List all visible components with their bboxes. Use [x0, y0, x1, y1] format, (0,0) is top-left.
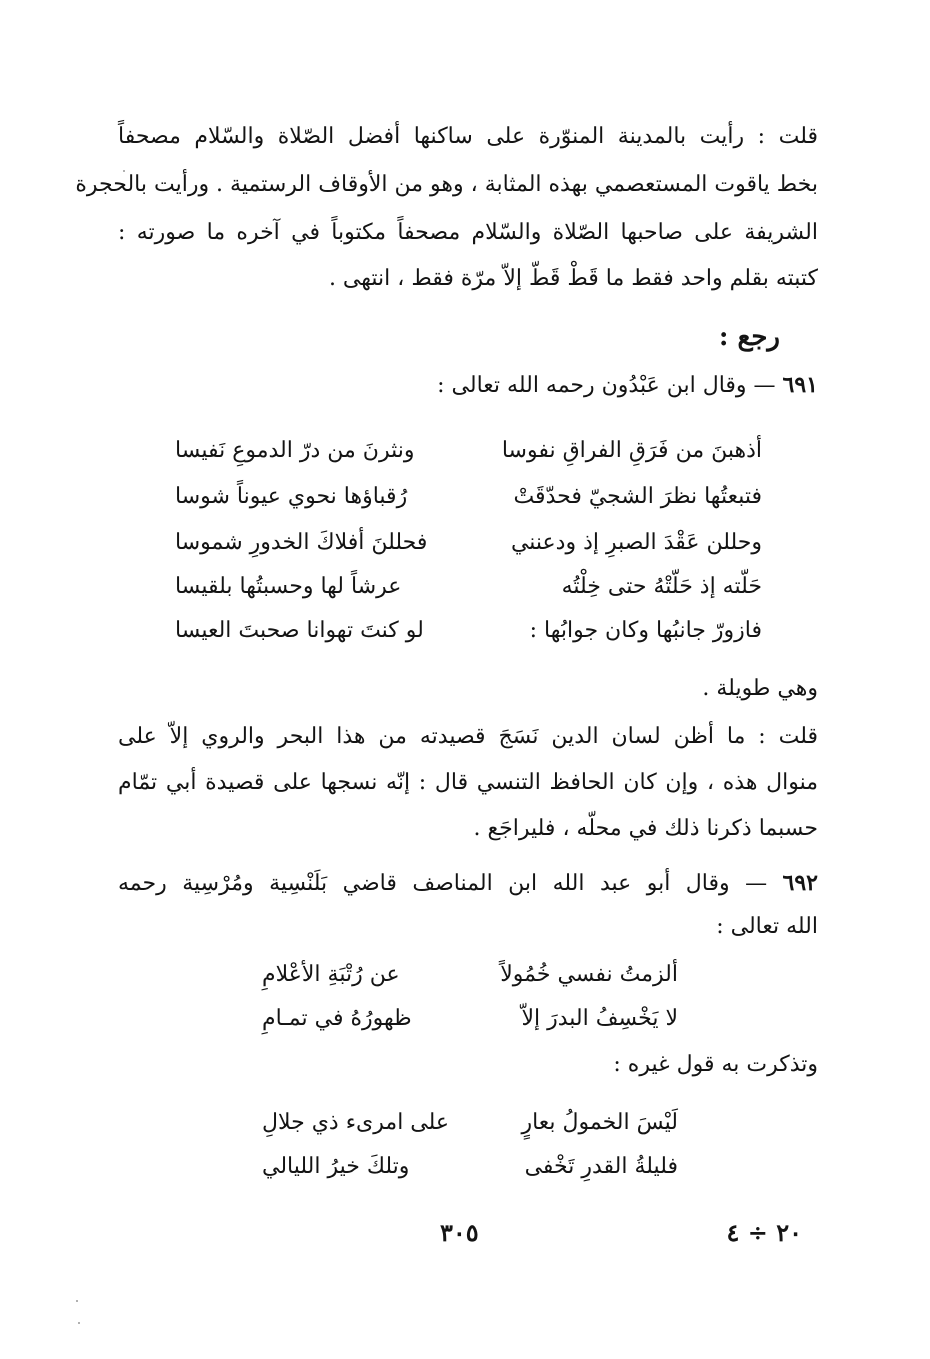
scan-speck	[76, 1300, 78, 1302]
entry-text: — وقال ابن عَبْدُون رحمه الله تعالى :	[437, 373, 776, 398]
signature-mark: ٢٠ ÷ ٤	[726, 1218, 802, 1247]
intro-line-1: قلت : رأيت بالمدينة المنوّرة على ساكنها أفضل الصّلاة والسّلام مصحفاً	[118, 124, 818, 149]
verse-3-right: وحللن عَقْدَ الصبرِ إذ ودعنني	[510, 530, 762, 555]
entry-number: ٦٩٢	[782, 870, 818, 896]
verse-2-right: فتبعتُها نظرَ الشجيّ فحدّقَتْ	[513, 484, 762, 509]
intro-line-4: كتبته بقلم واحد فقط ما قَطْ قَطّ إلاّ مرّة فقط ، انتهى .	[328, 266, 818, 291]
entry-692-line-2: الله تعالى :	[716, 914, 818, 939]
verse-6-right: ألزمتُ نفسي خُمُولاً	[500, 962, 678, 987]
verse-1-left: ونثرنَ من درّ الدموعِ نَفيسا	[175, 438, 415, 463]
verse-8-left: على امرىء ذي جلالِ	[262, 1110, 450, 1135]
verse-6-left: عن رُتْبَةِ الأعْلامِ	[262, 962, 400, 987]
scan-speck	[123, 170, 125, 172]
verse-8-right: لَيْسَ الخمولُ بعارٍ	[521, 1110, 678, 1135]
entry-text: — وقال أبو عبد الله ابن المناصف قاضي بَلَنْسِية ومُرْسِية رحمه	[118, 871, 768, 896]
verse-1-right: أذهبنَ من فَرَقِ الفراقِ نفوسا	[501, 438, 762, 463]
verse-3-left: فحللنَ أفلاكَ الخدورِ شموسا	[175, 530, 428, 555]
comment-line-3: حسبما ذكرنا ذلك في محلّه ، فليراجَع .	[473, 816, 818, 841]
entry-691-intro	[118, 372, 818, 399]
verse-7-left: ظهورُهُ في تمـامِ	[262, 1006, 412, 1031]
verse-9-right: فليلةُ القدرِ تَخْفى	[524, 1154, 678, 1179]
verse-5-left: لو كنتَ تهوانا صحبتَ العيسا	[175, 618, 424, 643]
entry-number: ٦٩١	[782, 372, 818, 398]
intro-line-3: الشريفة على صاحبها الصّلاة والسّلام مصحفاً مكتوباً في آخره ما صورته :	[118, 220, 818, 245]
verse-2-left: رُقباؤها نحوي عيوناً شوسا	[175, 484, 408, 509]
section-heading: رجع :	[718, 322, 780, 352]
page-number: ٣٠٥	[440, 1218, 479, 1247]
entry-691-after: وهي طويلة .	[702, 676, 818, 701]
entry-692-after: وتذكرت به قول غيره :	[613, 1052, 818, 1077]
scan-speck	[78, 1322, 80, 1324]
verse-9-left: وتلكَ خيرُ الليالي	[262, 1154, 410, 1179]
comment-line-1: قلت : ما أظن لسان الدين نَسَجَ قصيدته من هذا البحر والروي إلاّ على	[118, 724, 818, 749]
verse-5-right: فازورّ جانبُها وكان جوابُها :	[529, 618, 762, 643]
verse-7-right: لا يَخْسِفُ البدرَ إلاّ	[521, 1006, 678, 1031]
entry-692-intro	[118, 870, 818, 897]
verse-4-right: حَلّته إذ حَلّتْهُ حتى خِلْتُه	[561, 574, 762, 599]
intro-line-2: بخط ياقوت المستعصمي بهذه المثابة ، وهو من الأوقاف الرستمية . ورأيت بالحجرة	[75, 172, 818, 197]
comment-line-2: منوال هذه ، وإن كان الحافظ التنسي قال : إنّه نسجها على قصيدة أبي تمّام	[118, 770, 818, 795]
verse-4-left: عرشاً لها وحسبتُها بلقيسا	[175, 574, 402, 599]
